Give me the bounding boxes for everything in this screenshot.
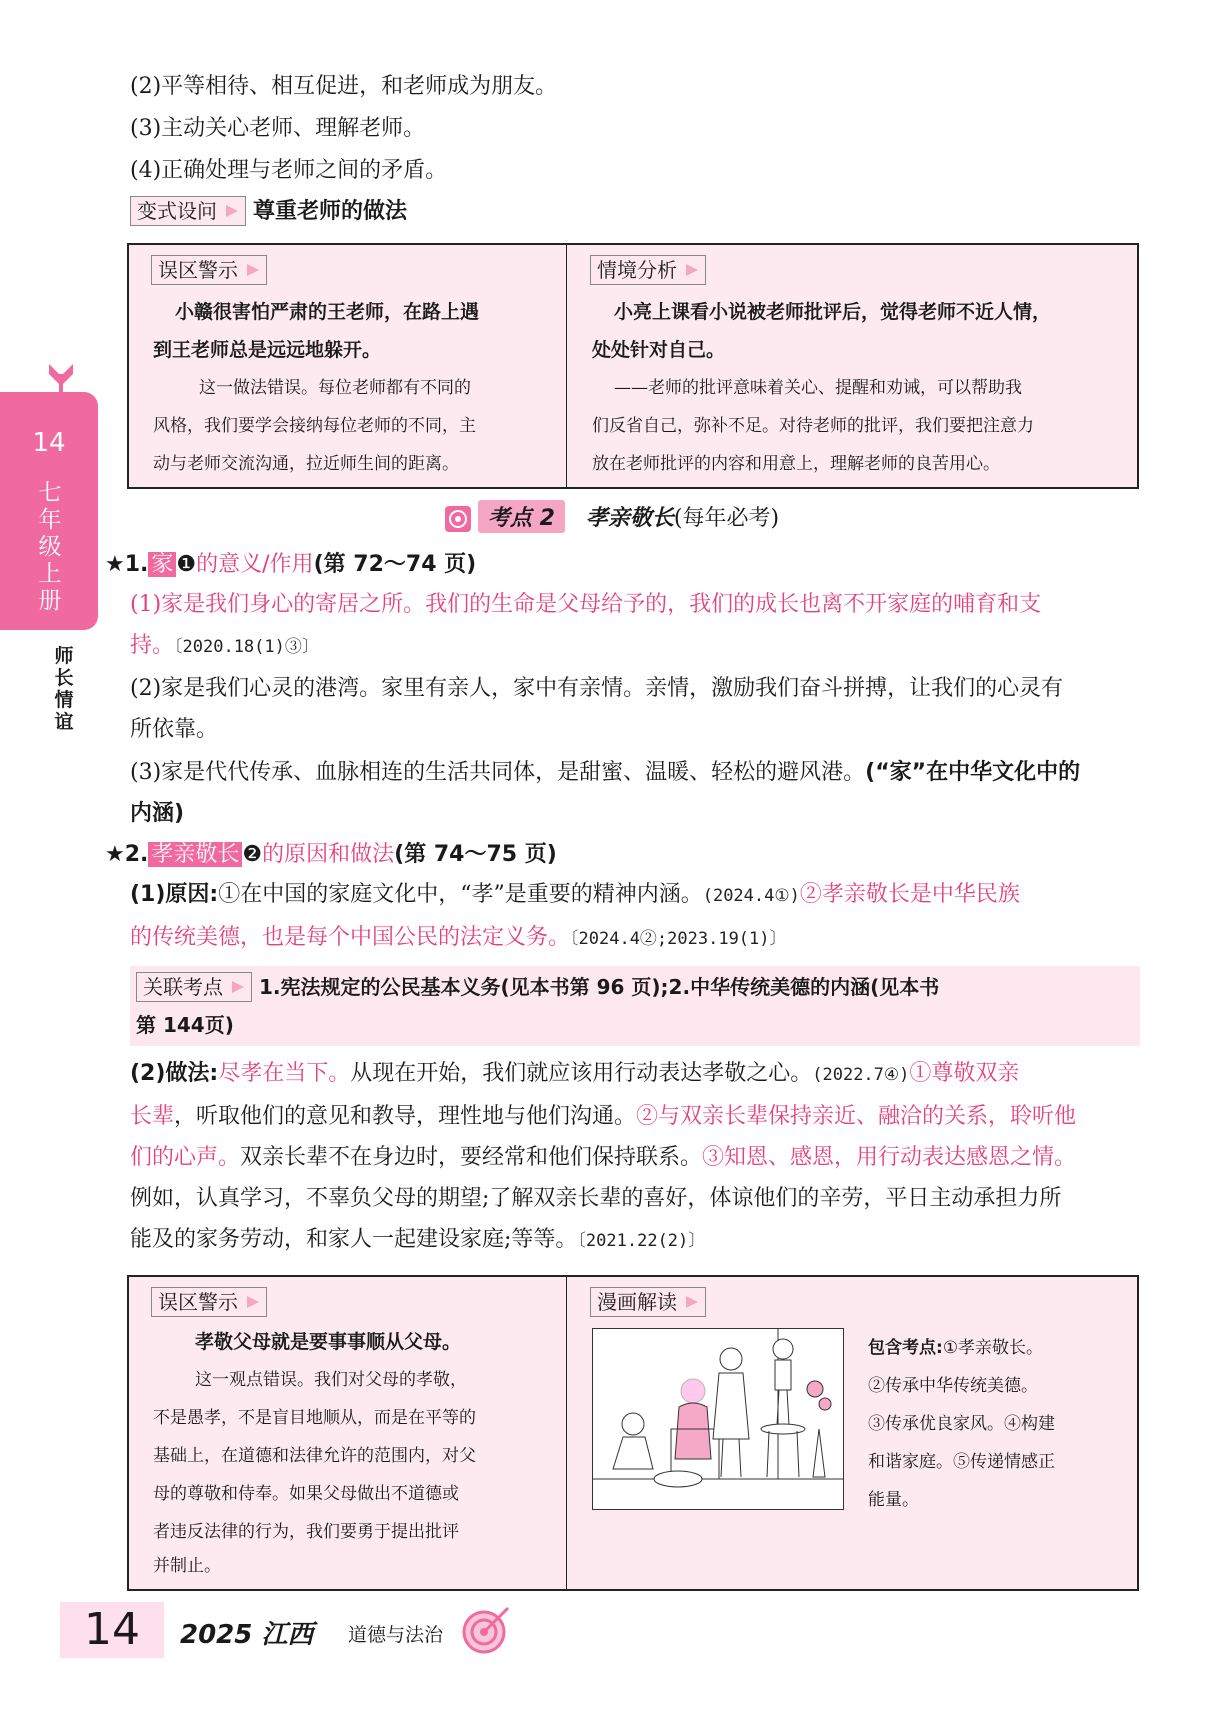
point3-text: (3)家是代代传承、血脉相连的生活共同体，是甜蜜、温暖、轻松的避风港。: [130, 760, 866, 785]
chapter-label: 师长情谊: [54, 645, 74, 733]
method-text: 例如，认真学习，不辜负父母的期望;了解双亲长辈的喜好，体谅他们的辛劳，平日主动承担力所: [130, 1186, 1062, 1211]
reason-text: 的传统美德，也是每个中国公民的法定义务。: [130, 925, 571, 950]
comic-points-label: 包含考点:: [868, 1338, 943, 1358]
method-text: 能及的家务劳动，和家人一起建设家庭;等等。: [130, 1227, 578, 1252]
variant-tag: 变式设问: [130, 196, 246, 226]
method-label: (2)做法:: [130, 1061, 219, 1086]
comic-point: 能量。: [868, 1490, 919, 1510]
kaodian-badge: 考点 2: [478, 500, 565, 533]
mistake-explanation: 风格，我们要学会接纳每位老师的不同，主: [153, 416, 476, 436]
method-text: 从现在开始，我们就应该用行动表达孝敬之心。: [350, 1061, 813, 1086]
section2-pages: (第 74～75 页): [394, 842, 557, 867]
section2-heading: [105, 840, 1110, 870]
reason-label: (1)原因:: [130, 882, 219, 907]
related-tag: 关联考点: [136, 972, 252, 1002]
tip-box-teachers: [127, 243, 1139, 489]
exam-citation: (2024.4①): [702, 886, 800, 906]
situation-analysis-tag: 情境分析: [590, 255, 706, 285]
section1-title: 的意义/作用: [196, 552, 314, 577]
situation-explanation: 们反省自己，弥补不足。对待老师的批评，我们要把注意力: [592, 416, 1034, 436]
method-text: ，听取他们的意见和教导，理性地与他们沟通。: [174, 1104, 637, 1129]
mistake-explanation: 这一做法错误。每位老师都有不同的: [199, 378, 471, 398]
method-text: 们的心声。: [130, 1145, 241, 1170]
section2-method: [130, 1053, 1140, 1262]
tab-grade-label: 七年级上册: [38, 480, 62, 614]
point1-text: (1)家是我们身心的寄居之所。我们的生命是父母给予的，我们的成长也离不开家庭的哺育和支: [130, 592, 1042, 617]
section1-heading: [105, 550, 1110, 580]
method-text: ①尊敬双亲: [909, 1061, 1020, 1086]
situation-statement: 小亮上课看小说被老师批评后，觉得老师不近人情，: [614, 301, 1052, 323]
footer-page-number: 14: [60, 1602, 164, 1658]
circle-number: ❶: [176, 552, 197, 577]
comic-point: 和谐家庭。⑤传递情感正: [868, 1452, 1055, 1472]
mistake-statement: 孝敬父母就是要事事顺从父母。: [195, 1331, 462, 1353]
mistake-explanation: 不是愚孝，不是盲目地顺从，而是在平等的: [153, 1408, 476, 1428]
variant-question: [130, 196, 1135, 227]
related-points: [130, 966, 1140, 1046]
point1-text: 持。: [130, 633, 175, 658]
related-text: 第 144页): [136, 1013, 234, 1037]
section1-point2: [130, 668, 1140, 750]
top-item: (2)平等相待、相互促进，和老师成为朋友。: [130, 74, 558, 99]
situation-explanation: 放在老师批评的内容和用意上，理解老师的良苦用心。: [592, 454, 1000, 474]
mistake-explanation: 基础上，在道德和法律允许的范围内，对父: [153, 1446, 476, 1466]
kaodian-heading: [0, 500, 1224, 533]
method-text: 长辈: [130, 1104, 175, 1129]
comic-interpretation-tag: 漫画解读: [590, 1287, 706, 1317]
comic-points: [868, 1329, 1043, 1367]
method-text: 双亲长辈不在身边时，要经常和他们保持联系。: [240, 1145, 703, 1170]
star-marker: ★2.: [105, 842, 149, 867]
mistake-warning-tag: 误区警示: [151, 1287, 267, 1317]
family-comic-illustration: [592, 1328, 844, 1510]
target-logo-icon: [460, 1604, 512, 1656]
mistake-explanation: 这一观点错误。我们对父母的孝敬，: [195, 1370, 467, 1390]
footer-subject: 道德与法治: [348, 1624, 444, 1646]
kaodian-note: (每年必考): [673, 506, 780, 531]
point3-note: (“家”在中华文化中的: [865, 760, 1081, 785]
exam-citation: 〔2020.18(1)③〕: [174, 637, 319, 657]
mistake-statement: 到王老师总是远远地躲开。: [153, 339, 382, 361]
method-text: 尽孝在当下。: [218, 1061, 351, 1086]
comic-point: ③传承优良家风。④构建: [868, 1414, 1055, 1434]
mistake-warning-tag: 误区警示: [151, 255, 267, 285]
target-icon: [445, 506, 471, 532]
mistake-statement: 小赣很害怕严肃的王老师，在路上遇: [175, 301, 480, 323]
situation-statement: 处处针对自己。: [592, 339, 726, 361]
top-item: (4)正确处理与老师之间的矛盾。: [130, 158, 448, 183]
footer-title: 2025 江西: [180, 1620, 314, 1650]
section1-point3: [130, 752, 1140, 834]
mistake-explanation: 母的尊敬和侍奉。如果父母做出不道德或: [153, 1484, 459, 1504]
exam-citation: 〔2024.4②;2023.19(1)〕: [570, 929, 787, 949]
mistake-explanation: 动与老师交流沟通，拉近师生间的距离。: [153, 454, 459, 474]
related-text: 1.宪法规定的公民基本义务(见本书第 96 页);2.中华传统美德的内涵(见本书: [259, 975, 940, 999]
circle-number: ❷: [242, 842, 263, 867]
point2-text: 所依靠。: [130, 717, 219, 742]
section2-reason: [130, 874, 1140, 960]
situation-analysis-panel: [568, 245, 1137, 487]
point2-text: (2)家是我们心灵的港湾。家里有亲人，家中有亲情。亲情，激励我们奋斗拼搏，让我们的心灵有: [130, 676, 1064, 701]
point3-note: 内涵): [130, 801, 185, 826]
method-text: ③知恩、感恩，用行动表达感恩之情。: [702, 1145, 1077, 1170]
method-text: ②与双亲长辈保持亲近、融洽的关系，聆听他: [636, 1104, 1077, 1129]
exam-citation: (2022.7④): [812, 1065, 910, 1085]
mistake-explanation: 并制止。: [153, 1556, 221, 1576]
exam-citation: 〔2021.22(2)〕: [577, 1231, 706, 1251]
comic-point: ②传承中华传统美德。: [868, 1376, 1038, 1396]
section1-key: 家: [148, 552, 176, 577]
reason-text: ①在中国的家庭文化中，“孝”是重要的精神内涵。: [218, 882, 703, 907]
kaodian-title: 孝亲敬长: [585, 506, 674, 531]
reason-text: ②孝亲敬长是中华民族: [799, 882, 1020, 907]
section2-key: 孝亲敬长: [148, 842, 242, 867]
section1-point1: [130, 584, 1140, 668]
top-item: (3)主动关心老师、理解老师。: [130, 116, 426, 141]
section1-pages: (第 72～74 页): [313, 552, 477, 577]
situation-explanation: ——老师的批评意味着关心、提醒和劝诫，可以帮助我: [614, 378, 1022, 398]
comic-point: ①孝亲敬长。: [942, 1338, 1044, 1358]
star-marker: ★1.: [105, 552, 149, 577]
tab-page-number: 14: [32, 428, 66, 458]
variant-text: 尊重老师的做法: [253, 199, 408, 224]
mistake-warning-panel: [129, 245, 567, 487]
section2-title: 的原因和做法: [262, 842, 395, 867]
mistake-warning-panel: [129, 1277, 567, 1589]
mistake-explanation: 者违反法律的行为，我们要勇于提出批评: [153, 1522, 459, 1542]
